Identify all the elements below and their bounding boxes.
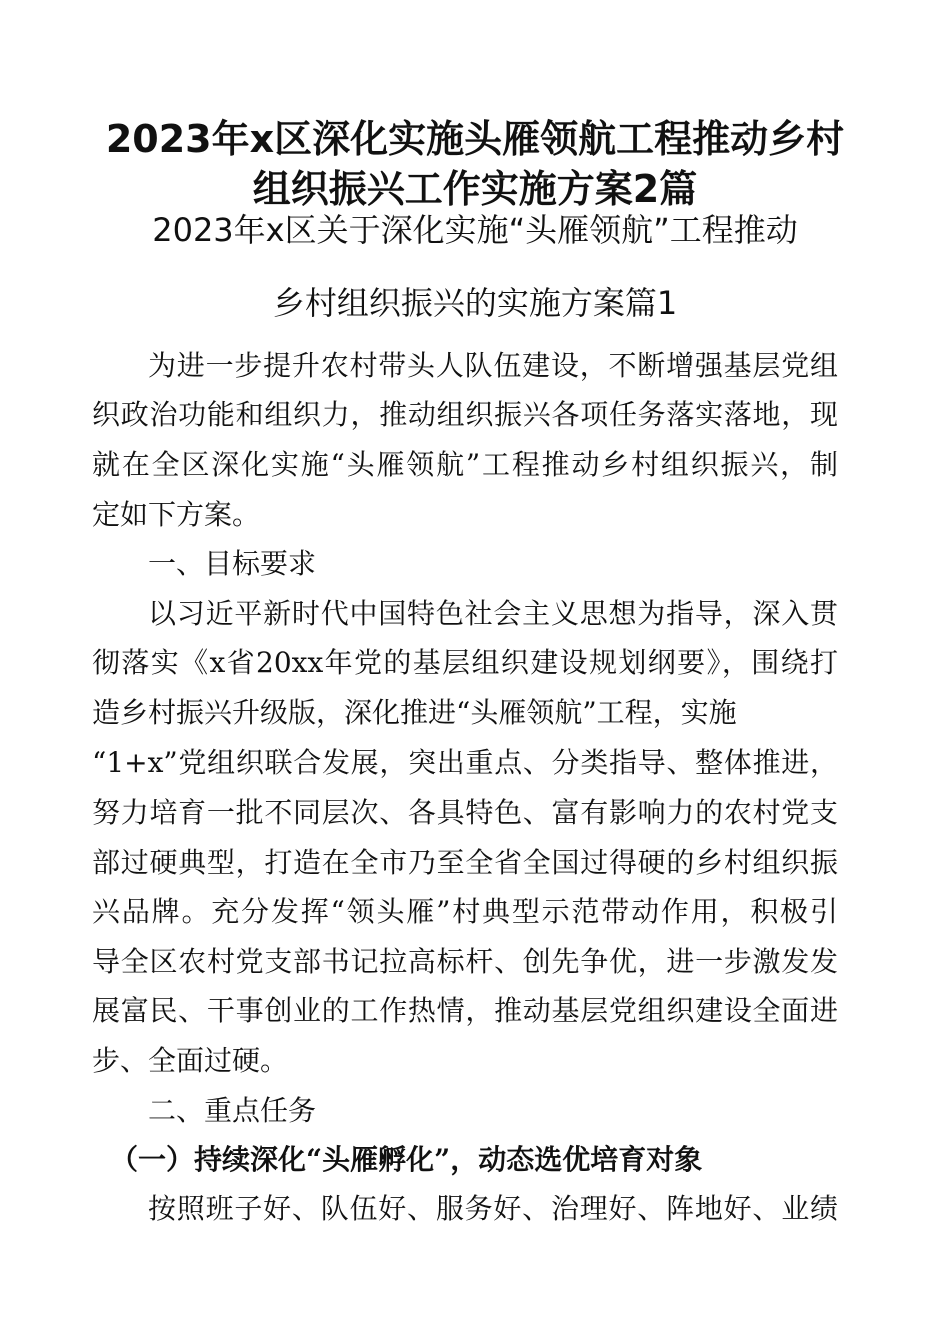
intro-line-4: 定如下方案。 <box>92 498 261 531</box>
main-title-line-1: 2023年x区深化实施头雁领航工程推动乡村 <box>105 117 845 161</box>
section-1-line-8: 导全区农村党支部书记拉高标杆、创先争优，进一步激发发 <box>92 945 838 978</box>
section-1-line-6: 部过硬典型，打造在全市乃至全省全国过得硬的乡村组织振 <box>92 846 838 879</box>
section-2-heading: 二、重点任务 <box>148 1094 317 1127</box>
section-1-line-1: 以习近平新时代中国特色社会主义思想为指导，深入贯 <box>148 597 838 630</box>
intro-line-2: 织政治功能和组织力，推动组织振兴各项任务落实落地，现 <box>92 398 838 431</box>
subsection-1-heading: （一）持续深化“头雁孵化”，动态选优培育对象 <box>110 1143 703 1176</box>
main-title-line-2: 组织振兴工作实施方案2篇 <box>252 167 698 211</box>
section-1-line-4: “1+x”党组织联合发展，突出重点、分类指导、整体推进， <box>92 746 838 779</box>
sub-title-line-2: 乡村组织振兴的实施方案篇1 <box>272 284 678 322</box>
section-1-line-2: 彻落实《x省20xx年党的基层组织建设规划纲要》，围绕打 <box>92 646 838 679</box>
sub-title-line-1: 2023年x区关于深化实施“头雁领航”工程推动 <box>152 211 798 249</box>
section-1-line-7: 兴品牌。充分发挥“领头雁”村典型示范带动作用，积极引 <box>92 895 838 928</box>
intro-line-3: 就在全区深化实施“头雁领航”工程推动乡村组织振兴，制 <box>92 448 838 481</box>
section-1-heading: 一、目标要求 <box>148 547 317 580</box>
section-1-line-3: 造乡村振兴升级版，深化推进“头雁领航”工程，实施 <box>92 696 737 729</box>
section-1-line-5: 努力培育一批不同层次、各具特色、富有影响力的农村党支 <box>92 796 838 829</box>
intro-line-1: 为进一步提升农村带头人队伍建设，不断增强基层党组 <box>148 349 838 382</box>
section-1-line-9: 展富民、干事创业的工作热情，推动基层党组织建设全面进 <box>92 994 838 1027</box>
section-1-line-10: 步、全面过硬。 <box>92 1044 289 1077</box>
subsection-1-line-1: 按照班子好、队伍好、服务好、治理好、阵地好、业绩 <box>148 1192 838 1225</box>
